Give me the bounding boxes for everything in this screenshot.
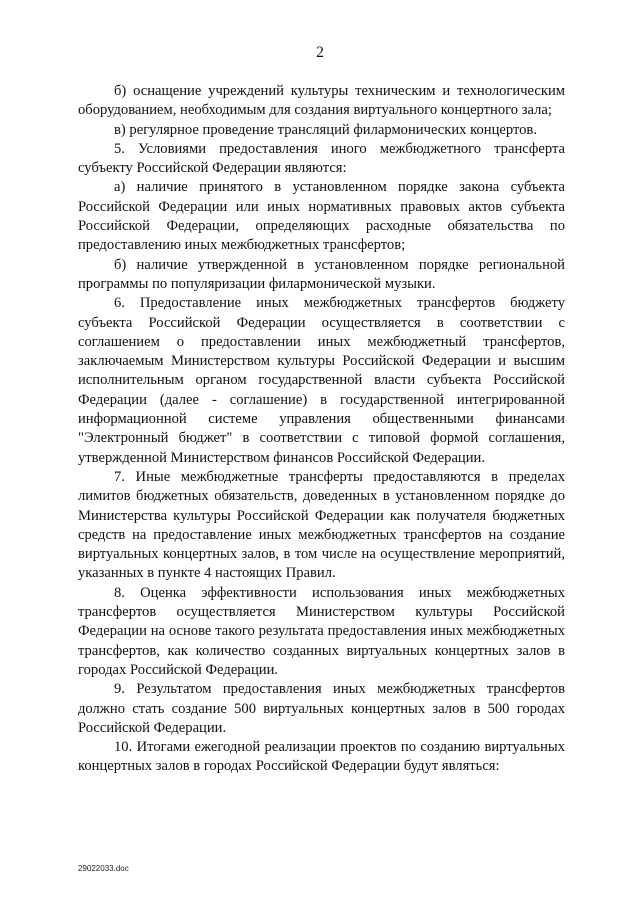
page-number: 2 xyxy=(316,44,324,61)
paragraph-b-program: б) наличие утвержденной в установленном порядке региональной программы по популяризации филармонической музыки. xyxy=(78,256,565,292)
paragraph-5-conditions: 5. Условиями предоставления иного межбюджетного трансферта субъекту Российской Федерации являются: xyxy=(78,140,565,177)
paragraph-6-agreement: 6. Предоставление иных межбюджетных трансфертов бюджету субъекта Российской Федерации осуществляется в соответствии с соглашением о предоставлении иных межбюджетный трансфертов, заключаемым Министерством культуры Российской Федерации и высшим исполнительным органом государственной власти субъекта Российской Федерации (далее - соглашение) в государственной интегрированной информационной системе управления общественными финансами "Электронный бюджет" в соответствии с типовой формой соглашения, утвержденной Министерством финансов Российской Федерации. xyxy=(78,295,565,466)
paragraph-b-equipment: б) оснащение учреждений культуры техническим и технологическим оборудованием, необходимым для создания виртуального концертного зала; xyxy=(78,83,565,119)
paragraph-8-efficiency: 8. Оценка эффективности использования иных межбюджетных трансфертов осуществляется Министерством культуры Российской Федерации на основе такого результата предоставления иных межбюджетных трансфертов, как количество созданных виртуальных концертных залов в городах Российской Федерации. xyxy=(78,584,565,678)
paragraph-10-outcomes: 10. Итогами ежегодной реализации проектов по созданию виртуальных концертных залов в городах Российской Федерации будут являться: xyxy=(78,739,565,775)
footer-file-code: 29022033.doc xyxy=(78,864,129,873)
paragraph-v-broadcasts: в) регулярное проведение трансляций филармонических концертов. xyxy=(114,121,537,138)
paragraph-a-law: а) наличие принятого в установленном порядке закона субъекта Российской Федерации или иных нормативных правовых актов субъекта Российской Федерации, определяющих расходные обязательства по предоставлению иных межбюджетных трансфертов; xyxy=(78,179,565,254)
paragraph-9-result: 9. Результатом предоставления иных межбюджетных трансфертов должно стать создание 500 виртуальных концертных залов в 500 городах Российской Федерации. xyxy=(78,681,565,736)
paragraph-7-limits: 7. Иные межбюджетные трансферты предоставляются в пределах лимитов бюджетных обязательств, доведенных в установленном порядке до Министерства культуры Российской Федерации как получателя бюджетных средств на предоставление иных межбюджетных трансфертов на создание виртуальных концертных залов, в том числе на осуществление мероприятий, указанных в пункте 4 настоящих Правил. xyxy=(78,468,565,582)
document-body xyxy=(78,82,565,777)
